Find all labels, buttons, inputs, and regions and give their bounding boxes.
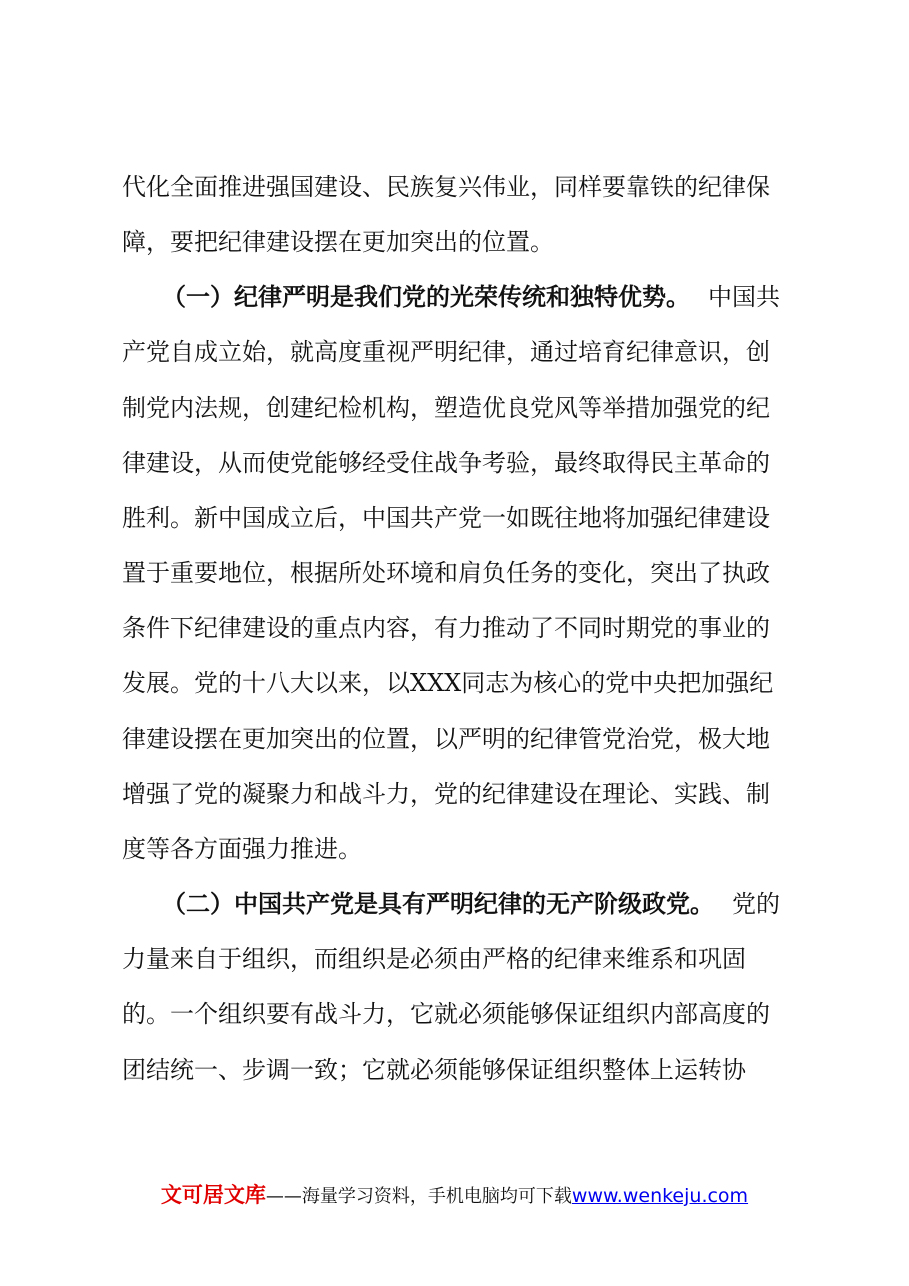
footer-slogan: ——海量学习资料，手机电脑均可下载 [265, 1186, 572, 1207]
line-text: 中国共 [708, 283, 780, 311]
paragraph-line [0, 774, 909, 814]
line-text: 产党自成立始，就高度重视严明纪律，通过培育纪律意识，创 [122, 338, 770, 366]
paragraph-line [0, 498, 909, 538]
paragraph-line [0, 939, 909, 979]
line-text: 党的 [732, 890, 780, 918]
paragraph-line [0, 167, 909, 207]
line-text: 团结统一、步调一致；它就必须能够保证组织整体上运转协 [122, 1056, 746, 1084]
paragraph-line [0, 553, 909, 593]
paragraph-line [0, 608, 909, 648]
footer-link[interactable]: www.wenkeju.com [571, 1185, 749, 1207]
heading-text: （二）中国共产党是具有严明纪律的无产阶级政党。 [162, 889, 714, 918]
line-text: 度等各方面强力推进。 [122, 835, 362, 863]
paragraph-line [0, 663, 909, 703]
paragraph-line [0, 388, 909, 428]
paragraph-line [0, 332, 909, 372]
heading-text: （一）纪律严明是我们党的光荣传统和独特优势。 [162, 282, 690, 311]
section-heading-1 [0, 277, 909, 317]
footer-brand: 文可居文库 [160, 1183, 266, 1207]
section-heading-2 [0, 884, 909, 924]
line-text: 力量来自于组织，而组织是必须由严格的纪律来维系和巩固 [122, 945, 746, 973]
paragraph-line [0, 1050, 909, 1090]
line-text: 的。一个组织要有战斗力，它就必须能够保证组织内部高度的 [122, 1000, 770, 1028]
paragraph-line [0, 443, 909, 483]
line-text: 障，要把纪律建设摆在更加突出的位置。 [122, 228, 554, 256]
line-text: 代化全面推进强国建设、民族复兴伟业，同样要靠铁的纪律保 [122, 173, 770, 201]
footer-banner [0, 1180, 909, 1210]
paragraph-line [0, 222, 909, 262]
line-text: 制党内法规，创建纪检机构，塑造优良党风等举措加强党的纪 [122, 394, 770, 422]
line-text: 发展。党的十八大以来，以XXX同志为核心的党中央把加强纪 [122, 669, 774, 697]
paragraph-line [0, 994, 909, 1034]
line-text: 胜利。新中国成立后，中国共产党一如既往地将加强纪律建设 [122, 504, 770, 532]
line-text: 律建设，从而使党能够经受住战争考验，最终取得民主革命的 [122, 449, 770, 477]
line-text: 增强了党的凝聚力和战斗力，党的纪律建设在理论、实践、制 [122, 780, 770, 808]
paragraph-line [0, 719, 909, 759]
line-text: 条件下纪律建设的重点内容，有力推动了不同时期党的事业的 [122, 614, 770, 642]
paragraph-line [0, 829, 909, 869]
line-text: 置于重要地位，根据所处环境和肩负任务的变化，突出了执政 [122, 559, 770, 587]
line-text: 律建设摆在更加突出的位置，以严明的纪律管党治党，极大地 [122, 725, 770, 753]
